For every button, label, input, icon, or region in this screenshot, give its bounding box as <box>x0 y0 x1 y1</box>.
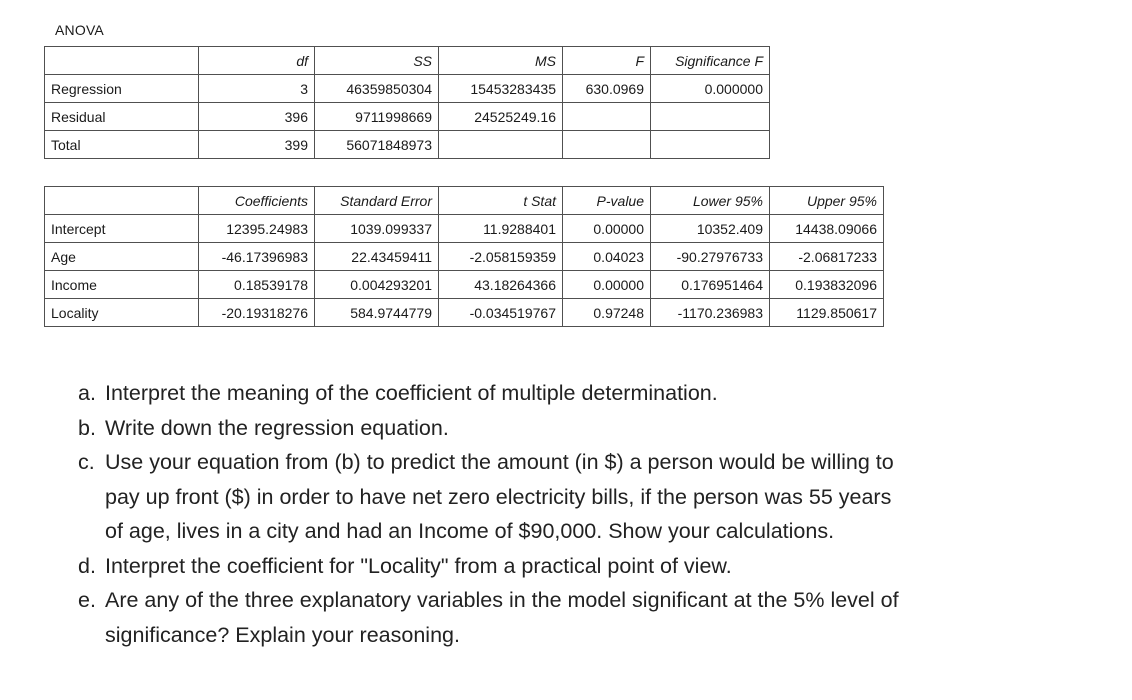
table-cell: 22.43459411 <box>315 243 439 271</box>
table-cell <box>563 103 651 131</box>
table-cell: 24525249.16 <box>439 103 563 131</box>
question-letter: b. <box>78 415 96 440</box>
table-cell: 396 <box>199 103 315 131</box>
table-cell: 1039.099337 <box>315 215 439 243</box>
table-cell: -2.058159359 <box>439 243 563 271</box>
question-item <box>78 411 1118 446</box>
table-cell: 630.0969 <box>563 75 651 103</box>
row-label: Age <box>45 243 199 271</box>
table-cell <box>439 131 563 159</box>
table-row <box>45 299 884 327</box>
table-cell: 0.193832096 <box>770 271 884 299</box>
row-label: Residual <box>45 103 199 131</box>
coefficients-header-cell: Standard Error <box>315 187 439 215</box>
question-letter: e. <box>78 588 96 612</box>
table-cell: 14438.09066 <box>770 215 884 243</box>
question-letter: a. <box>78 381 96 405</box>
question-item <box>78 549 1118 584</box>
table-cell: 11.9288401 <box>439 215 563 243</box>
table-cell <box>651 131 770 159</box>
question-item <box>78 445 1118 549</box>
table-cell: 10352.409 <box>651 215 770 243</box>
table-cell: 15453283435 <box>439 75 563 103</box>
anova-header-cell: df <box>199 47 315 75</box>
table-cell: 9711998669 <box>315 103 439 131</box>
anova-header-row <box>45 47 770 75</box>
table-row <box>45 75 770 103</box>
table-row <box>45 271 884 299</box>
anova-header-cell: SS <box>315 47 439 75</box>
table-cell: 399 <box>199 131 315 159</box>
row-label: Total <box>45 131 199 159</box>
anova-table <box>44 46 770 159</box>
question-letter: d. <box>78 553 96 578</box>
question-letter: c. <box>78 450 95 474</box>
table-cell <box>651 103 770 131</box>
coefficients-table <box>44 186 884 327</box>
coefficients-header-cell: Coefficients <box>199 187 315 215</box>
row-label: Income <box>45 271 199 299</box>
table-cell: 3 <box>199 75 315 103</box>
anova-header-cell: MS <box>439 47 563 75</box>
table-row <box>45 103 770 131</box>
coefficients-header-cell: t Stat <box>439 187 563 215</box>
table-cell: 1129.850617 <box>770 299 884 327</box>
coefficients-header-cell: Lower 95% <box>651 187 770 215</box>
question-item <box>78 376 1118 411</box>
anova-header-cell: Significance F <box>651 47 770 75</box>
anova-header-cell <box>45 47 199 75</box>
row-label: Intercept <box>45 215 199 243</box>
coefficients-header-row <box>45 187 884 215</box>
table-cell: -46.17396983 <box>199 243 315 271</box>
table-row <box>45 243 884 271</box>
table-row <box>45 215 884 243</box>
question-text: Write down the regression equation. <box>105 415 449 440</box>
question-text: Interpret the coefficient for "Locality" from a practical point of view. <box>105 553 732 578</box>
table-cell: -90.27976733 <box>651 243 770 271</box>
anova-title: ANOVA <box>55 22 104 38</box>
question-list <box>78 376 1118 652</box>
row-label: Regression <box>45 75 199 103</box>
anova-header-cell: F <box>563 47 651 75</box>
table-cell <box>563 131 651 159</box>
table-cell: 0.00000 <box>563 215 651 243</box>
table-cell: -2.06817233 <box>770 243 884 271</box>
question-text: Use your equation from (b) to predict the amount (in $) a person would be willing to pay up front ($) in order to have net zero electricity bills, if the person was 55 years of age, lives in a city and had an Income of $90,000. Show your calculations. <box>105 450 894 543</box>
question-text: Are any of the three explanatory variables in the model significant at the 5% level of significance? Explain your reasoning. <box>105 588 899 647</box>
table-row <box>45 131 770 159</box>
table-cell: 46359850304 <box>315 75 439 103</box>
table-cell: 584.9744779 <box>315 299 439 327</box>
row-label: Locality <box>45 299 199 327</box>
question-item <box>78 583 1118 652</box>
coefficients-header-cell <box>45 187 199 215</box>
table-cell: 56071848973 <box>315 131 439 159</box>
table-cell: 43.18264366 <box>439 271 563 299</box>
table-cell: 0.00000 <box>563 271 651 299</box>
table-cell: 0.176951464 <box>651 271 770 299</box>
table-cell: -0.034519767 <box>439 299 563 327</box>
table-cell: 12395.24983 <box>199 215 315 243</box>
table-cell: 0.97248 <box>563 299 651 327</box>
table-cell: 0.000000 <box>651 75 770 103</box>
table-cell: -20.19318276 <box>199 299 315 327</box>
table-cell: -1170.236983 <box>651 299 770 327</box>
question-text: Interpret the meaning of the coefficient of multiple determination. <box>105 381 718 405</box>
coefficients-header-cell: Upper 95% <box>770 187 884 215</box>
coefficients-header-cell: P-value <box>563 187 651 215</box>
table-cell: 0.18539178 <box>199 271 315 299</box>
table-cell: 0.04023 <box>563 243 651 271</box>
table-cell: 0.004293201 <box>315 271 439 299</box>
